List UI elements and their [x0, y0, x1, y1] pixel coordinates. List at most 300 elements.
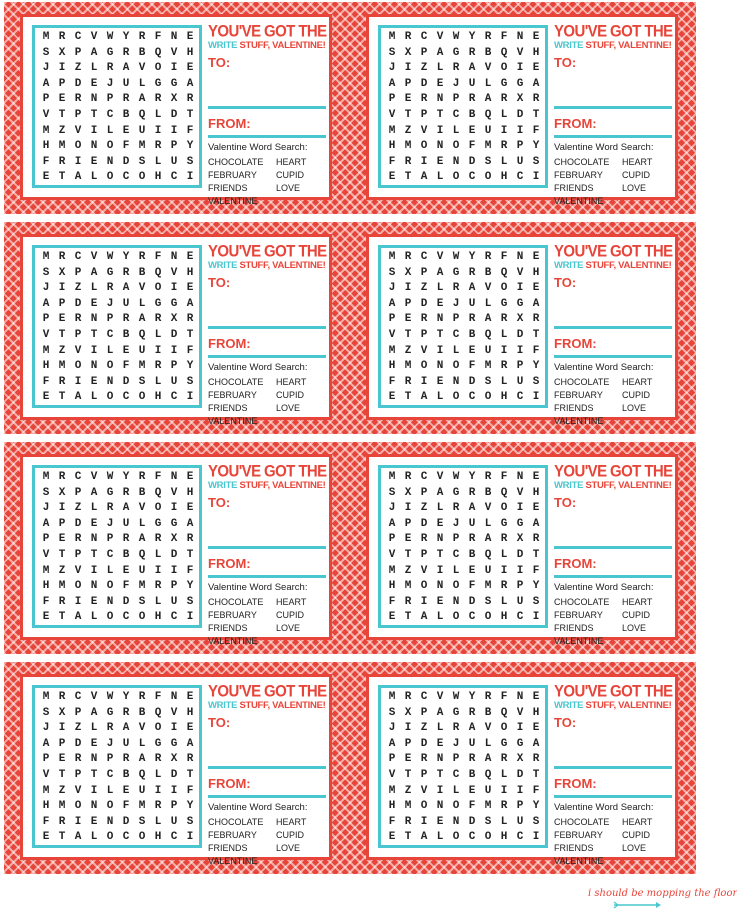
word-item: FRIENDS	[554, 183, 594, 193]
grid-letter: L	[436, 722, 444, 735]
grid-letter: E	[186, 502, 194, 515]
grid-row	[39, 784, 197, 800]
grid-letter: H	[42, 580, 50, 593]
grid-letter: E	[122, 124, 130, 137]
grid-row	[39, 610, 197, 626]
grid-letter: U	[468, 77, 476, 90]
grid-letter: P	[74, 706, 82, 719]
grid-letter: O	[106, 171, 114, 184]
grid-letter: O	[452, 831, 460, 844]
grid-letter: P	[388, 753, 396, 766]
grid-letter: R	[404, 815, 412, 828]
grid-letter: X	[58, 46, 66, 59]
to-label: TO:	[554, 275, 577, 290]
grid-letter: T	[58, 548, 66, 561]
grid-letter: T	[58, 108, 66, 121]
word-item: FRIENDS	[554, 403, 594, 413]
grid-letter: U	[122, 517, 130, 530]
grid-letter: Y	[122, 471, 130, 483]
grid-letter: Z	[74, 722, 82, 735]
from-label: FROM:	[554, 116, 597, 131]
grid-letter: V	[516, 266, 524, 279]
grid-letter: A	[74, 831, 82, 844]
grid-letter: R	[532, 93, 540, 106]
grid-letter: R	[468, 266, 476, 279]
word-search-heading: Valentine Word Search:	[208, 362, 308, 373]
grid-letter: O	[138, 171, 146, 184]
grid-letter: E	[468, 124, 476, 137]
word-list	[208, 156, 326, 208]
grid-letter: P	[170, 140, 178, 153]
grid-letter: D	[122, 815, 130, 828]
grid-letter: F	[388, 815, 396, 828]
grid-row	[385, 799, 543, 815]
word-item: HEART	[276, 817, 307, 827]
grid-row	[385, 815, 543, 831]
grid-letter: I	[170, 784, 178, 797]
word-search-heading: Valentine Word Search:	[554, 362, 654, 373]
grid-letter: R	[106, 62, 114, 75]
grid-row	[385, 61, 543, 77]
grid-letter: E	[186, 31, 194, 43]
chevron-row-4	[4, 662, 696, 874]
grid-letter: I	[58, 62, 66, 75]
grid-letter: G	[170, 77, 178, 90]
grid-letter: R	[154, 800, 162, 813]
chevron-row-2	[4, 222, 696, 434]
grid-letter: C	[106, 768, 114, 781]
grid-letter: R	[484, 31, 492, 43]
to-label: TO:	[208, 275, 231, 290]
word-list	[554, 596, 672, 648]
grid-letter: V	[388, 108, 396, 121]
grid-row	[385, 92, 543, 108]
grid-letter: C	[122, 391, 130, 404]
grid-letter: E	[186, 282, 194, 295]
grid-letter: A	[42, 77, 50, 90]
grid-letter: L	[154, 768, 162, 781]
grid-letter: L	[484, 737, 492, 750]
word-item: FRIENDS	[554, 623, 594, 633]
grid-row	[39, 46, 197, 62]
grid-letter: A	[74, 171, 82, 184]
grid-letter: P	[388, 313, 396, 326]
grid-letter: L	[90, 62, 98, 75]
grid-letter: A	[138, 93, 146, 106]
grid-letter: L	[90, 502, 98, 515]
grid-letter: O	[500, 722, 508, 735]
word-item: CHOCOLATE	[208, 597, 264, 607]
grid-letter: H	[154, 831, 162, 844]
word-item: CUPID	[276, 170, 305, 180]
grid-letter: N	[436, 753, 444, 766]
grid-letter: Q	[138, 328, 146, 341]
grid-letter: D	[468, 375, 476, 388]
word-search-grid	[378, 465, 548, 628]
grid-letter: I	[170, 62, 178, 75]
grid-letter: E	[436, 375, 444, 388]
grid-letter: O	[452, 580, 460, 593]
grid-letter: D	[74, 297, 82, 310]
grid-letter: U	[484, 784, 492, 797]
grid-row	[39, 375, 197, 391]
grid-letter: E	[532, 31, 540, 43]
grid-letter: X	[516, 753, 524, 766]
grid-letter: R	[122, 533, 130, 546]
grid-letter: L	[452, 564, 460, 577]
grid-letter: V	[170, 706, 178, 719]
grid-letter: M	[388, 471, 396, 483]
grid-letter: V	[74, 344, 82, 357]
grid-letter: L	[138, 517, 146, 530]
grid-letter: Z	[58, 124, 66, 137]
grid-letter: P	[58, 77, 66, 90]
grid-letter: V	[90, 31, 98, 43]
grid-letter: T	[404, 831, 412, 844]
grid-row	[39, 281, 197, 297]
grid-letter: R	[468, 753, 476, 766]
grid-letter: S	[186, 155, 194, 168]
grid-letter: S	[388, 46, 396, 59]
grid-row	[39, 470, 197, 486]
grid-letter: G	[452, 46, 460, 59]
grid-letter: P	[74, 328, 82, 341]
grid-letter: M	[42, 344, 50, 357]
grid-letter: T	[436, 328, 444, 341]
grid-letter: I	[170, 722, 178, 735]
grid-letter: I	[532, 171, 540, 184]
grid-letter: O	[154, 62, 162, 75]
card-subtitle	[554, 479, 672, 492]
grid-letter: I	[500, 124, 508, 137]
grid-letter: F	[388, 375, 396, 388]
grid-letter: U	[138, 784, 146, 797]
grid-letter: O	[420, 800, 428, 813]
grid-letter: A	[138, 753, 146, 766]
grid-letter: S	[484, 815, 492, 828]
grid-row	[385, 532, 543, 548]
grid-letter: C	[106, 548, 114, 561]
grid-letter: M	[404, 580, 412, 593]
word-item: LOVE	[622, 623, 647, 633]
grid-letter: S	[138, 595, 146, 608]
grid-letter: R	[468, 533, 476, 546]
card-title: YOU'VE GOT THE	[208, 22, 327, 41]
grid-letter: R	[468, 706, 476, 719]
word-item: LOVE	[622, 403, 647, 413]
grid-letter: P	[58, 297, 66, 310]
grid-letter: R	[154, 580, 162, 593]
grid-letter: C	[74, 251, 82, 263]
grid-letter: P	[170, 800, 178, 813]
grid-letter: T	[404, 328, 412, 341]
grid-letter: Y	[186, 140, 194, 153]
grid-letter: N	[106, 815, 114, 828]
grid-letter: J	[42, 502, 50, 515]
grid-row	[385, 706, 543, 722]
grid-letter: E	[388, 611, 396, 624]
word-item: HEART	[622, 817, 653, 827]
grid-letter: I	[154, 344, 162, 357]
grid-letter: Q	[500, 706, 508, 719]
grid-letter: C	[452, 768, 460, 781]
to-line	[554, 546, 672, 549]
grid-letter: N	[90, 360, 98, 373]
word-list	[554, 376, 672, 428]
grid-letter: R	[58, 595, 66, 608]
grid-letter: F	[42, 815, 50, 828]
grid-letter: E	[90, 595, 98, 608]
grid-row	[39, 61, 197, 77]
grid-letter: D	[122, 595, 130, 608]
grid-letter: Y	[186, 580, 194, 593]
grid-letter: P	[74, 46, 82, 59]
grid-letter: J	[388, 502, 396, 515]
grid-letter: M	[138, 360, 146, 373]
grid-row	[39, 77, 197, 93]
grid-letter: C	[468, 391, 476, 404]
grid-letter: B	[122, 768, 130, 781]
grid-letter: Y	[186, 360, 194, 373]
grid-letter: A	[90, 46, 98, 59]
grid-letter: T	[436, 548, 444, 561]
grid-letter: H	[500, 831, 508, 844]
grid-letter: D	[74, 77, 82, 90]
grid-letter: V	[74, 124, 82, 137]
word-item	[622, 855, 672, 868]
grid-letter: G	[516, 77, 524, 90]
grid-letter: D	[170, 328, 178, 341]
grid-letter: P	[74, 768, 82, 781]
grid-letter: M	[484, 360, 492, 373]
grid-letter: D	[122, 155, 130, 168]
grid-letter: F	[186, 344, 194, 357]
grid-letter: V	[42, 548, 50, 561]
grid-row	[385, 170, 543, 186]
from-label: FROM:	[208, 336, 251, 351]
grid-row	[385, 359, 543, 375]
word-search-grid	[32, 245, 202, 408]
grid-letter: A	[90, 486, 98, 499]
grid-letter: M	[42, 691, 50, 703]
valentine-card	[20, 14, 332, 206]
grid-letter: P	[516, 140, 524, 153]
grid-letter: R	[532, 533, 540, 546]
valentine-card	[20, 454, 332, 646]
grid-letter: R	[186, 93, 194, 106]
grid-letter: M	[138, 800, 146, 813]
grid-letter: P	[420, 486, 428, 499]
grid-letter: Q	[138, 768, 146, 781]
grid-letter: L	[154, 108, 162, 121]
grid-letter: U	[516, 155, 524, 168]
grid-row	[39, 690, 197, 706]
word-item: VALENTINE	[208, 196, 258, 206]
grid-letter: F	[468, 800, 476, 813]
grid-letter: V	[516, 46, 524, 59]
grid-letter: H	[154, 611, 162, 624]
to-label: TO:	[208, 55, 231, 70]
to-line	[208, 766, 326, 769]
grid-row	[39, 359, 197, 375]
grid-letter: I	[186, 831, 194, 844]
grid-letter: O	[106, 611, 114, 624]
grid-letter: E	[436, 297, 444, 310]
grid-letter: F	[500, 251, 508, 263]
grid-letter: O	[452, 171, 460, 184]
grid-letter: A	[532, 77, 540, 90]
from-label: FROM:	[554, 336, 597, 351]
grid-letter: D	[420, 77, 428, 90]
grid-row	[385, 266, 543, 282]
grid-letter: E	[186, 722, 194, 735]
grid-letter: P	[420, 706, 428, 719]
grid-letter: I	[516, 344, 524, 357]
grid-row	[39, 312, 197, 328]
word-list	[208, 376, 326, 428]
grid-letter: G	[500, 517, 508, 530]
grid-letter: T	[90, 108, 98, 121]
grid-letter: M	[58, 360, 66, 373]
grid-letter: P	[452, 313, 460, 326]
grid-letter: N	[436, 313, 444, 326]
grid-letter: R	[138, 471, 146, 483]
grid-letter: R	[500, 313, 508, 326]
grid-letter: Z	[74, 502, 82, 515]
grid-letter: U	[122, 297, 130, 310]
grid-letter: L	[484, 77, 492, 90]
grid-letter: H	[186, 486, 194, 499]
grid-letter: C	[516, 171, 524, 184]
grid-letter: A	[42, 297, 50, 310]
grid-letter: S	[532, 815, 540, 828]
grid-letter: M	[42, 124, 50, 137]
grid-letter: O	[106, 140, 114, 153]
grid-letter: U	[468, 297, 476, 310]
grid-letter: C	[452, 108, 460, 121]
grid-letter: M	[388, 784, 396, 797]
from-label: FROM:	[208, 556, 251, 571]
grid-letter: E	[186, 691, 194, 703]
grid-letter: P	[42, 753, 50, 766]
grid-letter: V	[42, 328, 50, 341]
grid-letter: L	[154, 155, 162, 168]
grid-letter: V	[484, 502, 492, 515]
word-item: HEART	[622, 597, 653, 607]
grid-letter: R	[74, 533, 82, 546]
grid-letter: P	[388, 93, 396, 106]
grid-letter: G	[452, 486, 460, 499]
grid-letter: M	[388, 691, 396, 703]
grid-letter: A	[388, 737, 396, 750]
grid-letter: Y	[186, 800, 194, 813]
grid-letter: H	[500, 611, 508, 624]
grid-letter: E	[90, 77, 98, 90]
grid-letter: V	[170, 266, 178, 279]
grid-letter: V	[138, 282, 146, 295]
grid-letter: N	[436, 580, 444, 593]
grid-letter: E	[90, 375, 98, 388]
grid-letter: E	[90, 737, 98, 750]
grid-letter: S	[42, 266, 50, 279]
grid-letter: R	[186, 753, 194, 766]
grid-letter: F	[42, 375, 50, 388]
grid-letter: A	[436, 266, 444, 279]
grid-letter: F	[468, 140, 476, 153]
card-subtitle	[554, 259, 672, 272]
grid-letter: J	[388, 722, 396, 735]
grid-letter: B	[468, 768, 476, 781]
grid-letter: L	[106, 784, 114, 797]
grid-row	[385, 250, 543, 266]
grid-row	[39, 486, 197, 502]
grid-row	[39, 721, 197, 737]
grid-letter: C	[452, 548, 460, 561]
grid-letter: J	[452, 297, 460, 310]
grid-letter: S	[532, 155, 540, 168]
grid-letter: O	[154, 282, 162, 295]
grid-letter: O	[106, 831, 114, 844]
grid-letter: T	[532, 768, 540, 781]
word-item: HEART	[276, 377, 307, 387]
grid-letter: W	[106, 31, 114, 43]
grid-letter: J	[106, 77, 114, 90]
grid-letter: Z	[58, 344, 66, 357]
grid-letter: R	[420, 753, 428, 766]
grid-letter: S	[186, 815, 194, 828]
grid-letter: I	[90, 124, 98, 137]
grid-letter: R	[404, 595, 412, 608]
grid-letter: P	[74, 548, 82, 561]
grid-row	[39, 250, 197, 266]
grid-letter: Q	[154, 486, 162, 499]
card-title: YOU'VE GOT THE	[208, 462, 327, 481]
grid-letter: A	[74, 391, 82, 404]
word-item: FEBRUARY	[554, 390, 603, 400]
grid-letter: A	[138, 533, 146, 546]
grid-row	[39, 139, 197, 155]
grid-letter: N	[106, 595, 114, 608]
title-rest: STUFF, VALENTINE!	[583, 260, 672, 271]
grid-letter: N	[170, 31, 178, 43]
word-item: VALENTINE	[554, 636, 604, 646]
grid-row	[385, 77, 543, 93]
word-list	[208, 816, 326, 868]
grid-letter: Z	[74, 62, 82, 75]
grid-letter: N	[90, 800, 98, 813]
title-write: WRITE	[554, 260, 584, 271]
card-title: YOU'VE GOT THE	[208, 242, 327, 261]
grid-letter: G	[154, 77, 162, 90]
grid-letter: A	[122, 722, 130, 735]
title-rest: STUFF, VALENTINE!	[237, 260, 326, 271]
site-logo: i should be mopping the floor	[588, 888, 737, 899]
grid-letter: U	[122, 737, 130, 750]
grid-letter: O	[74, 360, 82, 373]
title-rest: STUFF, VALENTINE!	[237, 700, 326, 711]
grid-letter: A	[42, 517, 50, 530]
grid-letter: A	[388, 517, 396, 530]
grid-letter: I	[532, 611, 540, 624]
grid-row	[39, 517, 197, 533]
grid-letter: I	[436, 344, 444, 357]
grid-letter: T	[58, 328, 66, 341]
grid-letter: E	[436, 595, 444, 608]
grid-letter: F	[154, 471, 162, 483]
grid-letter: I	[516, 62, 524, 75]
grid-row	[39, 532, 197, 548]
grid-letter: E	[122, 344, 130, 357]
